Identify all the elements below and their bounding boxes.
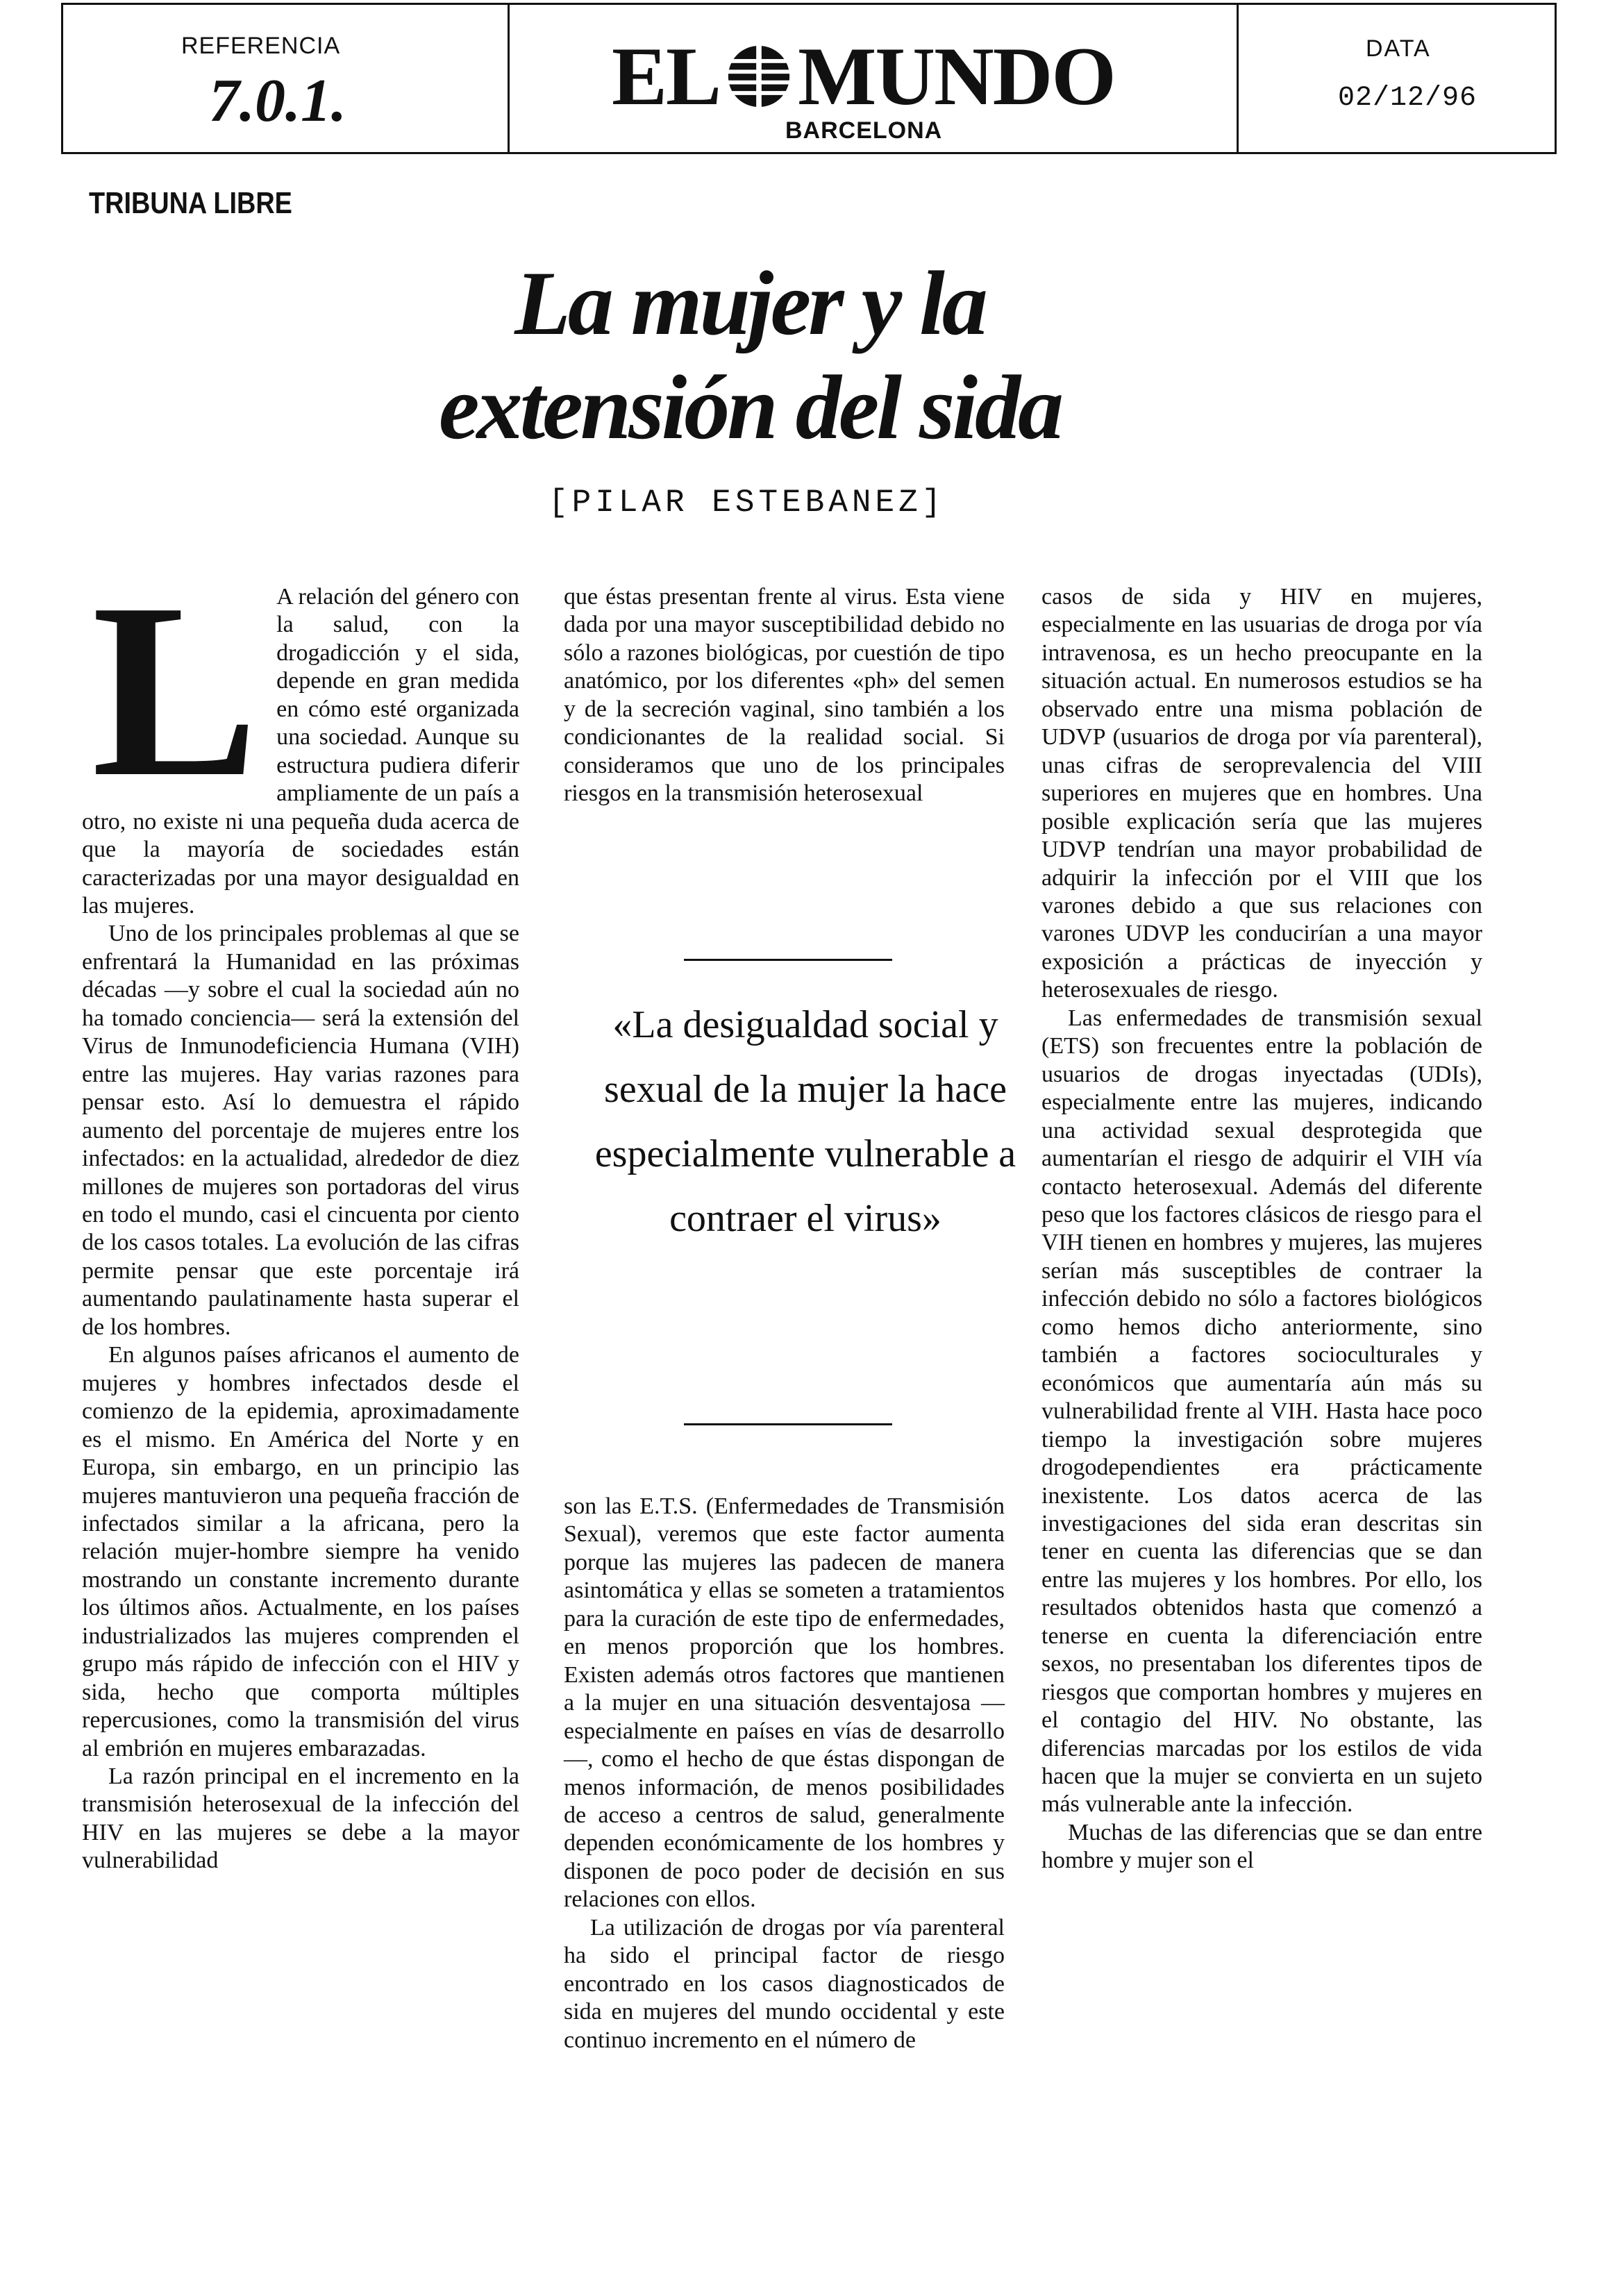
stamp-divider [508,5,510,152]
edition-label: BARCELONA [785,117,943,144]
headline-line-1: La mujer y la [514,252,985,354]
column-3 [1041,583,1482,1875]
date-value: 02/12/96 [1338,83,1477,114]
paragraph: Las enfermedades de transmisión sexual (ETS) son frecuentes entre la población de usuarios de drogas inyectadas (UDIs), especialmente entre las mujeres, indicando una actividad sexual desprotegida que aumentarían el riesgo de adquirir el VIH vía contacto heterosexual. Además del diferente peso que los factores clásicos de riesgo para el VIH tienen en hombres y mujeres, las mujeres serían más susceptibles de contraer la infección debido no sólo a factores biológicos como hemos dicho anteriormente, sino también a factores socioculturales y económicos que aumentaría aún más su vulnerabilidad frente al VIH. Hasta hace poco tiempo la investigación sobre mujeres drogodependientes era prácticamente inexistente. Los datos acerca de las investigaciones del sida eran descritas sin tener en cuenta las diferencias que se dan entre las mujeres y los hombres. Por ello, los resultados obtenidos hasta que comenzó a tenerse en cuenta la diferenciación entre sexos, no presentaban los diferentes tipos de riesgos que comportan hombres y mujeres en el contagio del HIV. No obstante, las diferencias marcadas por los estilos de vida hacen que la mujer se convierta en un sujeto más vulnerable ante la infección. [1041,1005,1482,1818]
column-2-top [564,583,1005,808]
reference-label: REFERENCIA [181,33,341,59]
pull-quote: «La desigualdad social y sexual de la mujer la hace especialmente vulnerable a contraer el virus» [594,1003,1016,1240]
headline-line-2: extensión del sida [438,356,1062,458]
newspaper-logo [612,28,1115,124]
logo-word-mundo: MUNDO [798,30,1115,122]
paragraph: La utilización de drogas por vía parenteral ha sido el principal factor de riesgo encontrado en los casos diagnosticados de sida en mujeres del mundo occidental y este continuo incremento en el número de [564,1914,1005,2053]
stamp-divider [1237,5,1239,152]
paragraph: que éstas presentan frente al virus. Esta viene dada por una mayor susceptibilidad debido no sólo a razones biológicas, por cuestión de tipo anatómico, por los diferentes «ph» del semen y de la secreción vaginal, sino también a los condicionantes de la realidad social. Si consideramos que uno de los principales riesgos en la transmisión heterosexual [564,584,1005,807]
drop-cap: L [92,551,259,828]
globe-icon [726,43,792,110]
reference-value: 7.0.1. [209,67,346,135]
pull-quote-rule-top [684,959,892,961]
paragraph: Muchas de las diferencias que se dan entre hombre y mujer son el [1041,1819,1482,1874]
date-label: DATA [1366,35,1431,62]
paragraph: En algunos países africanos el aumento de mujeres y hombres infectados desde el comienzo de la epidemia, aproximadamente es el mismo. En América del Norte y en Europa, sin embargo, en un principio las mujeres mantuvieron una pequeña fracción de infectados similar a la africana, pero la relación mujer-hombre siempre ha venido mostrando un constante incremento durante los últimos años. Actualmente, en los países industrializados las mujeres comprenden el grupo más rápido de infección con el HIV y sida, hecho que comporta múltiples repercusiones, como la transmisión del virus al embrión en mujeres embarazadas. [82,1342,519,1761]
logo-word-el: EL [612,30,721,122]
byline: [PILAR ESTEBANEZ] [549,485,946,521]
column-1 [82,551,519,1875]
section-label: TRIBUNA LIBRE [89,186,292,220]
paragraph: son las E.T.S. (Enfermedades de Transmisión Sexual), veremos que este factor aumenta porque las mujeres las padecen de manera asintomática y ellas se someten a tratamientos para la curación de este tipo de enfermedades, en menos proporción que los hombres. Existen además otros factores que mantienen a la mujer en una situación desventajosa —especialmente en países en vías de desarrollo—, como el hecho de que éstas dispongan de menos información, de menos posibilidades de acceso a centros de salud, generalmente dependen económicamente de los hombres y disponen de poco poder de decisión en sus relaciones con ellos. [564,1493,1005,1913]
pull-quote-rule-bottom [684,1423,892,1425]
archive-stamp-box [61,3,1557,154]
paragraph: A relación del género con la salud, con la drogadicción y el sida, depende en gran medida en cómo esté organizada una sociedad. Aunque su estructura pudiera diferir ampliamente de un país a otro, no existe ni una pequeña duda acerca de que la mayoría de sociedades están caracterizadas por una mayor desigualdad en las mujeres. [82,584,519,919]
column-2-bottom [564,1493,1005,2054]
paragraph: Uno de los principales problemas al que se enfrentará la Humanidad en las próximas décadas —y sobre el cual la sociedad aún no ha tomado conciencia— será la extensión del Virus de Inmunodeficiencia Humana (VIH) entre las mujeres. Hay varias razones para pensar esto. Así lo demuestra el rápido aumento del porcentaje de mujeres entre los infectados: en la actualidad, alrededor de diez millones de mujeres son portadoras del virus en todo el mundo, casi el cincuenta por ciento de los casos totales. La evolución de las cifras permite pensar que este porcentaje irá aumentando paulatinamente hasta superar el de los hombres. [82,921,519,1340]
paragraph: La razón principal en el incremento en la transmisión heterosexual de la infección del HIV en las mujeres se debe a la mayor vulnerabilidad [82,1763,519,1874]
paragraph: casos de sida y HIV en mujeres, especialmente en las usuarias de droga por vía intravenosa, es un hecho preocupante en la situación actual. En numerosos estudios se ha observado entre una misma población de UDVP (usuarios de droga por vía parenteral), unas cifras de seroprevalencia del VIII superiores en mujeres que en hombres. Una posible explicación sería que las mujeres UDVP tendrían una mayor probabilidad de adquirir la infección por el VIII que los varones debido a que sus relaciones con varones UDVP les conducirían a una mayor exposición a prácticas de inyección y heterosexuales de riesgo. [1041,584,1482,1003]
